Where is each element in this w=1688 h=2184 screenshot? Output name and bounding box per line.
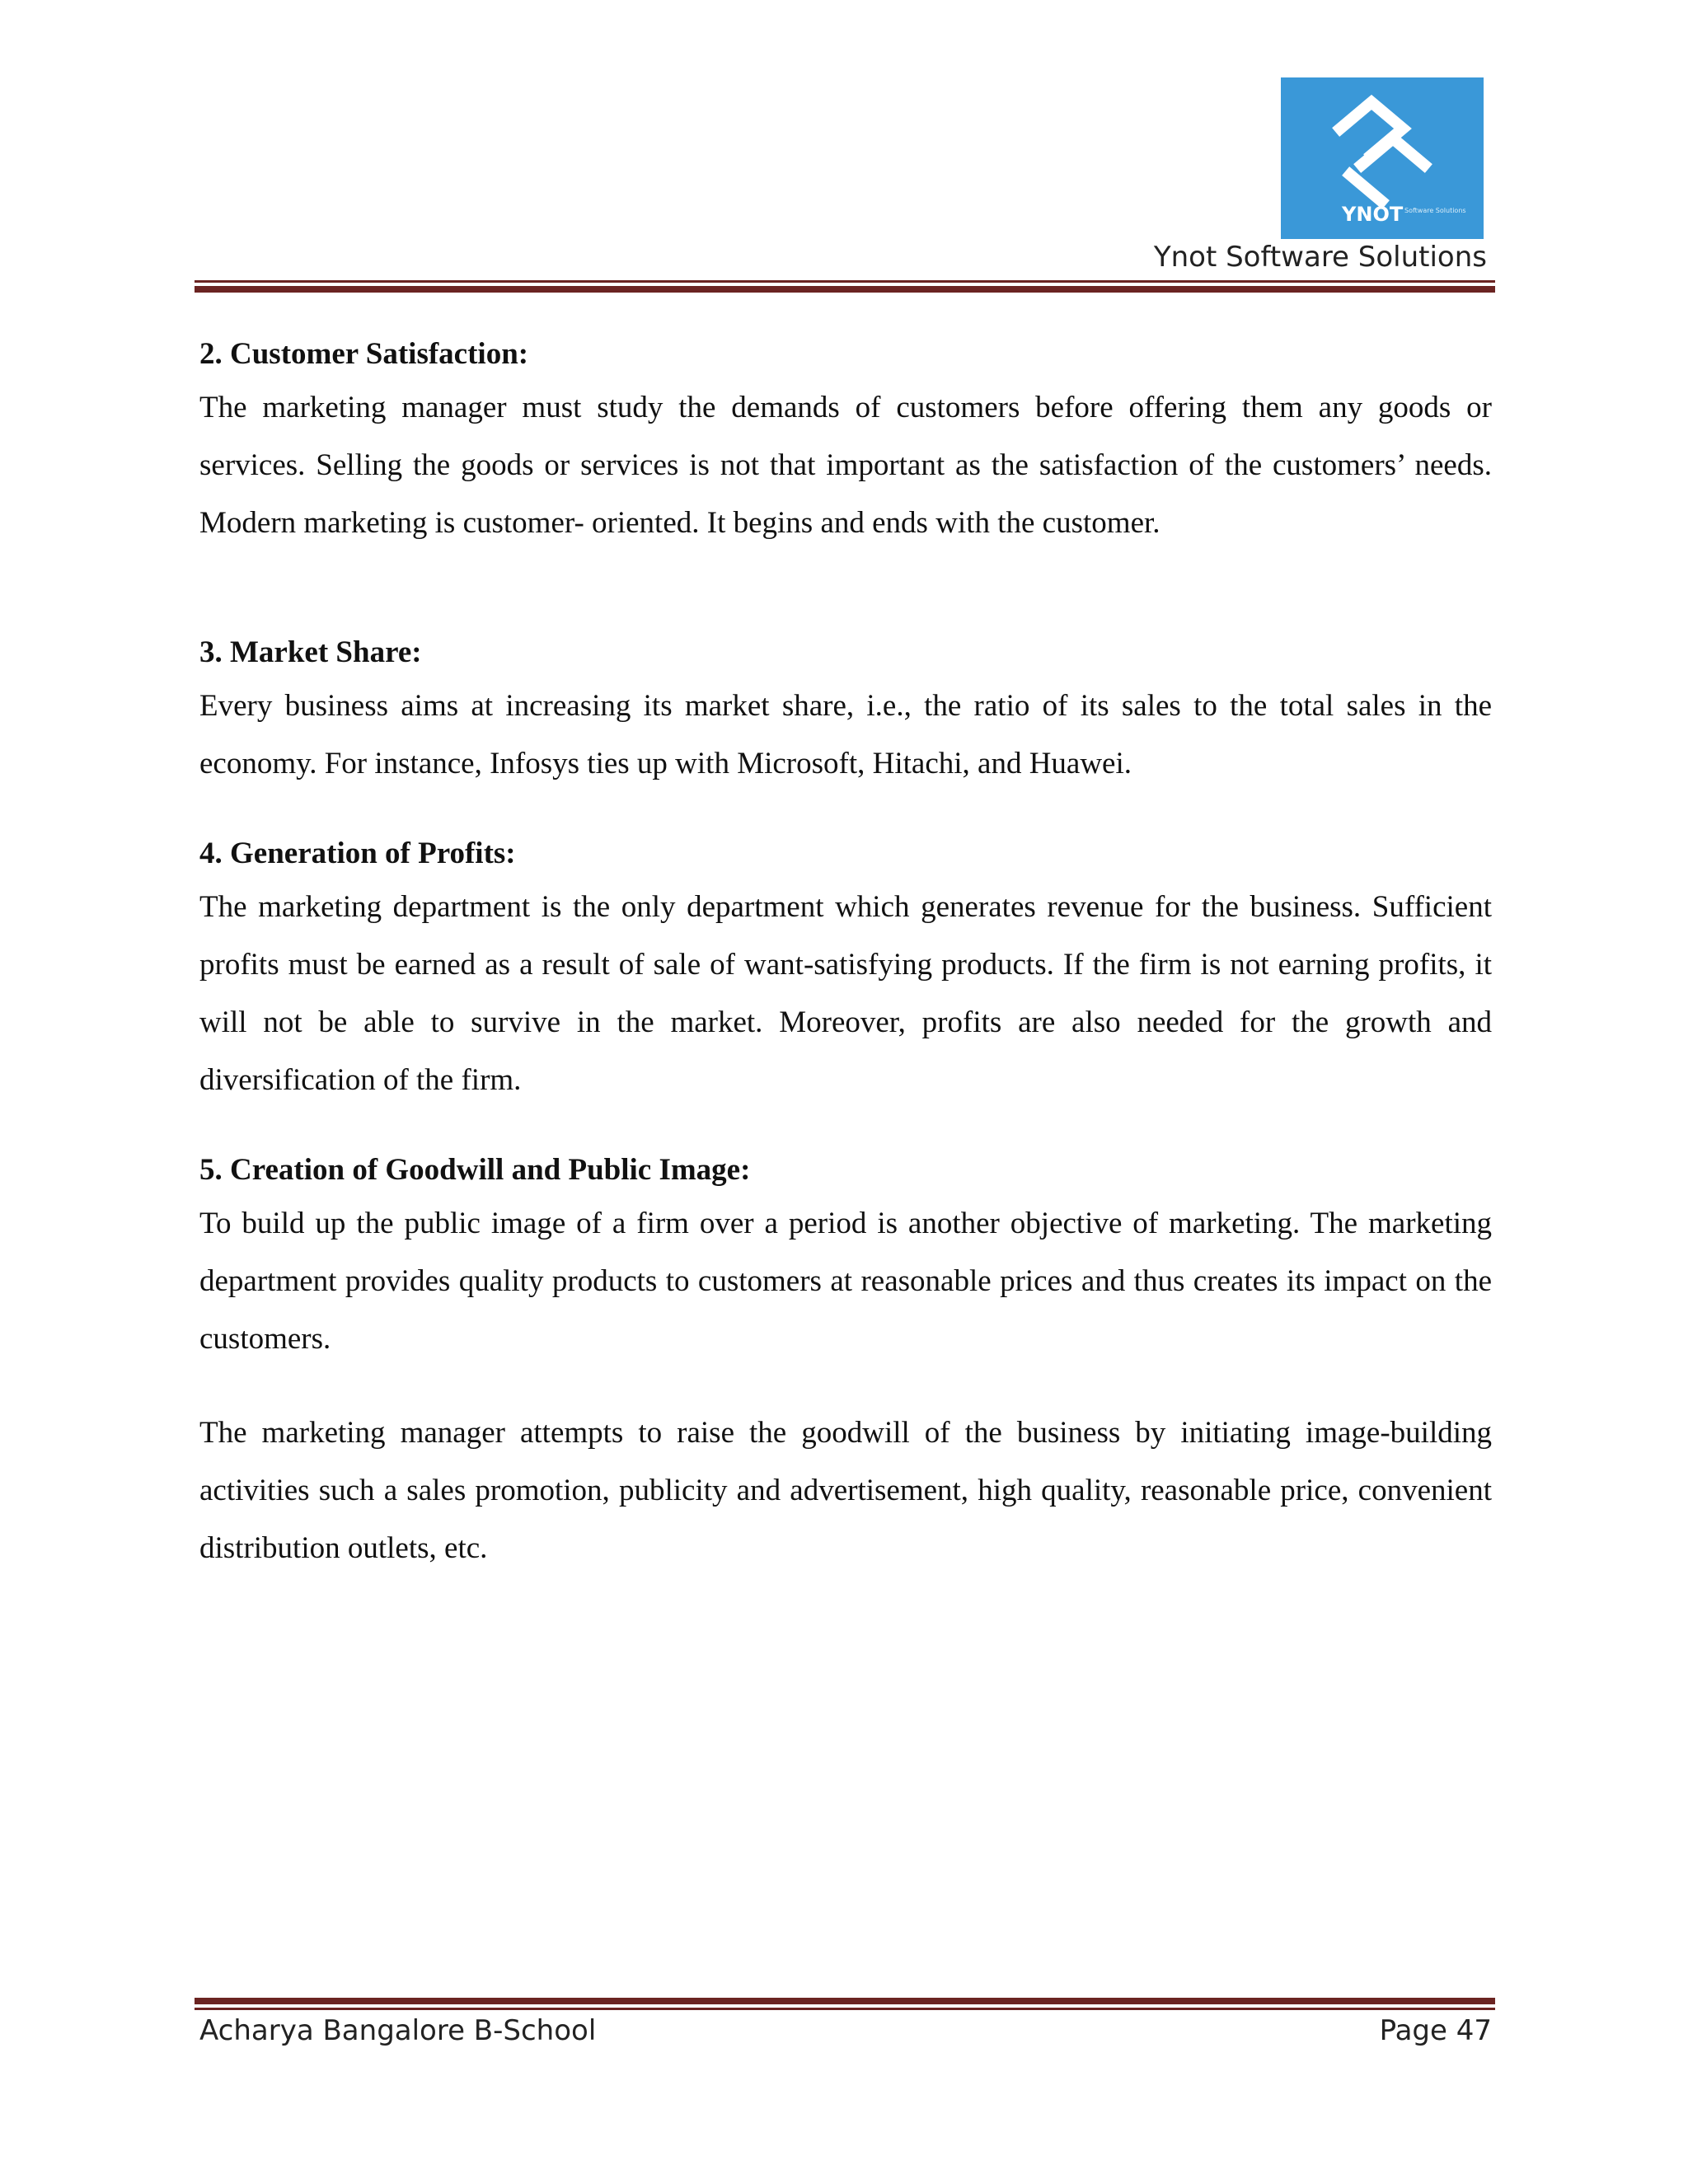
page-body xyxy=(199,330,1492,1577)
section-heading: 5. Creation of Goodwill and Public Image: xyxy=(199,1153,751,1187)
section-heading: 4. Generation of Profits: xyxy=(199,837,516,870)
logo-subtext: Software Solutions xyxy=(1404,207,1466,214)
section-paragraph: The marketing department is the only department which generates revenue for the business. Sufficient profits must be earned as a result of sale of want-satisfying products. If the firm is not earning profits, it will not be able to survive in the market. Moreover, profits are also needed for the growth and diversification of the firm. xyxy=(199,890,1492,1097)
section-paragraph: Every business aims at increasing its market share, i.e., the ratio of its sales to the total sales in the economy. For instance, Infosys ties up with Microsoft, Hitachi, and Huawei. xyxy=(199,689,1492,780)
header-company-name: Ynot Software Solutions xyxy=(1153,241,1487,274)
section-heading: 2. Customer Satisfaction: xyxy=(199,337,529,371)
footer-rule xyxy=(195,1998,1495,2010)
logo-wordmark: YNOT xyxy=(1342,203,1404,226)
footer-school-name: Acharya Bangalore B-School xyxy=(199,2014,597,2047)
page-number: Page 47 xyxy=(1379,2014,1492,2047)
section-paragraph: The marketing manager must study the demands of customers before offering them any goods or services. Selling the goods or services is not that important as the satisfaction of the customers’ needs. Modern marketing is customer- oriented. It begins and ends with the customer. xyxy=(199,391,1492,540)
section-heading: 3. Market Share: xyxy=(199,635,422,669)
ynot-logo-icon xyxy=(1281,77,1484,239)
header-rule xyxy=(195,280,1495,293)
section-paragraph: The marketing manager attempts to raise the goodwill of the business by initiating image-building activities such a sales promotion, publicity and advertisement, high quality, reasonable price, convenient distribution outlets, etc. xyxy=(199,1416,1492,1565)
section-paragraph: To build up the public image of a firm over a period is another objective of marketing. The marketing department provides quality products to customers at reasonable prices and thus creates its impact on the customers. xyxy=(199,1207,1492,1356)
ynot-logo xyxy=(1281,77,1484,239)
